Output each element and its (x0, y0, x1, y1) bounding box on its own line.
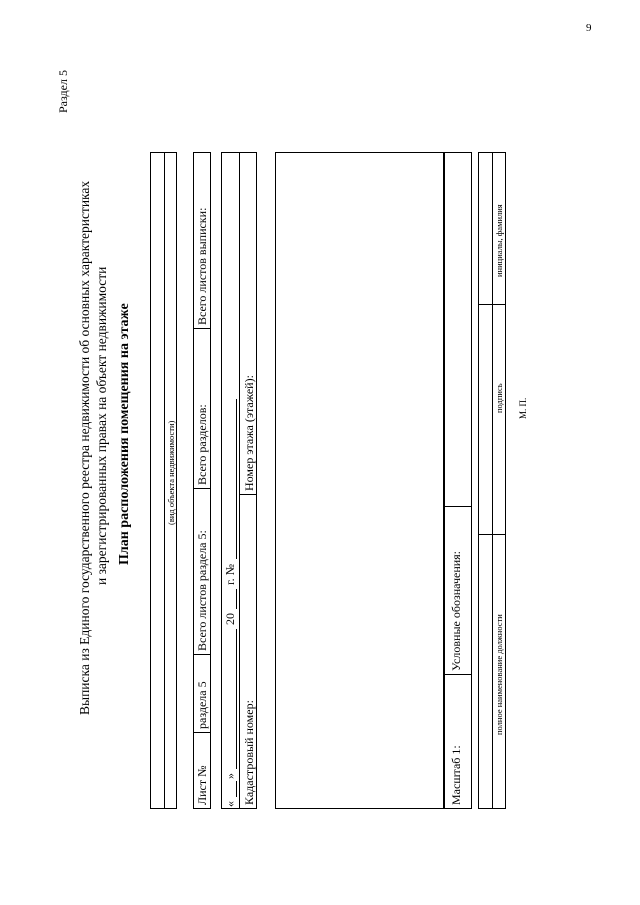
sign-name-caption: инициалы, фамилия (494, 204, 504, 277)
total-sheets-extract: Всего листов выписки: (195, 207, 209, 325)
legend-label: Условные обозначения: (449, 550, 463, 671)
total-sections: Всего разделов: (195, 404, 209, 485)
sign-signature-caption: подпись (494, 383, 504, 413)
date-open-quote: « (223, 801, 237, 807)
sheet-no-label: Лист № (195, 765, 209, 805)
total-sheets-section5: Всего листов раздела 5: (195, 530, 209, 651)
object-type-caption: (вид объекта недвижимости) (166, 420, 176, 525)
page-number: 9 (586, 22, 592, 34)
sign-position-caption: полное наименование должности (494, 614, 504, 735)
year-suffix: г. № (223, 563, 237, 585)
cadastral-number-label: Кадастровый номер: (242, 700, 256, 805)
title-line-2: и зарегистрированных правах на объект недвижимости (94, 266, 109, 585)
scale-label: Масштаб 1: (449, 745, 463, 805)
scale-legend-row (444, 152, 472, 809)
title-line-1: Выписка из Единого государственного реестра недвижимости об основных характеристиках (77, 180, 92, 715)
floor-number-label: Номер этажа (этажей): (242, 375, 256, 491)
section5-label: раздела 5 (195, 681, 209, 729)
plan-drawing-area (275, 152, 444, 809)
year-prefix: 20 (223, 613, 237, 625)
date-close-quote: » (223, 773, 237, 779)
section-label: Раздел 5 (56, 70, 70, 113)
stamp-label: М. П. (518, 397, 528, 419)
page-heading: План расположения помещения на этаже (117, 303, 132, 565)
